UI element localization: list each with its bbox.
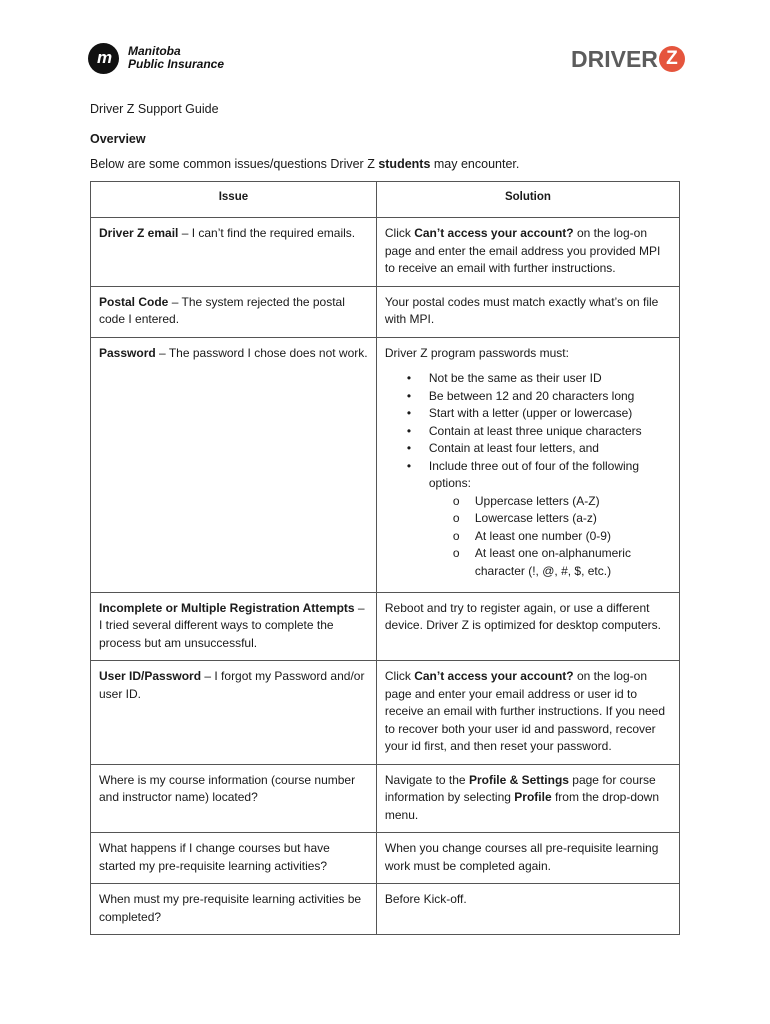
- mpi-logo-text: [128, 45, 224, 71]
- list-item: • Start with a letter (upper or lowercase): [429, 405, 671, 423]
- table-row: [91, 286, 680, 337]
- solution-cell: [376, 218, 679, 287]
- solution-cell: [376, 661, 679, 765]
- issue-cell: What happens if I change courses but have started my pre-requisite learning activities?: [91, 833, 377, 884]
- list-item: • Contain at least four letters, and: [429, 440, 671, 458]
- intro-bold: students: [378, 157, 431, 171]
- issue-text: – I tried several different ways to complete the process but am unsuccessful.: [99, 600, 365, 650]
- solution-pre: Navigate to the: [384, 772, 469, 787]
- solution-cell: [376, 337, 679, 592]
- intro-pre: Below are some common issues/questions Driver Z: [90, 157, 379, 171]
- mpi-logo-line2: Public Insurance: [128, 57, 225, 71]
- mpi-logo-line1: Manitoba: [128, 44, 181, 58]
- issue-cell: [91, 218, 377, 287]
- issue-title: User ID/Password: [99, 669, 202, 683]
- intro-post: may encounter.: [430, 157, 520, 171]
- list-item: • Contain at least three unique characters: [429, 423, 671, 441]
- solution-cell: Reboot and try to register again, or use a different device. Driver Z is optimized for desktop computers.: [376, 592, 679, 661]
- solution-bold: Profile & Settings: [468, 772, 569, 787]
- table-row: [91, 884, 680, 935]
- solution-bold: Can’t access your account?: [414, 669, 574, 683]
- driverz-logo-word: DRIVER: [571, 45, 658, 72]
- issue-cell: [91, 337, 377, 592]
- table-row: [91, 218, 680, 287]
- driverz-logo-z-icon: Z: [659, 46, 685, 72]
- list-item: o At least one number (0-9): [475, 528, 671, 546]
- list-item: • Not be the same as their user ID: [429, 370, 671, 388]
- issue-title: Incomplete or Multiple Registration Attempts: [99, 600, 355, 615]
- solution-pre: Click: [384, 226, 415, 240]
- issue-cell: [91, 592, 377, 661]
- solution-bold: Can’t access your account?: [414, 226, 574, 240]
- document-title: Driver Z Support Guide: [90, 102, 219, 116]
- list-item: o Uppercase letters (A-Z): [475, 493, 671, 511]
- column-header-solution: Solution: [376, 182, 679, 218]
- issue-title: Postal Code: [99, 294, 169, 309]
- issue-title: Password: [99, 345, 156, 360]
- solution-cell: Your postal codes must match exactly what’s on file with MPI.: [376, 286, 679, 337]
- issue-text: – I can’t find the required emails.: [178, 226, 356, 240]
- column-header-issue: Issue: [91, 182, 377, 218]
- solution-post: on the log-on page and enter the email address you provided MPI to receive an email with further instructions.: [384, 226, 661, 275]
- issue-cell: When must my pre-requisite learning activities be completed?: [91, 884, 377, 935]
- issue-text: – The system rejected the postal code I entered.: [99, 294, 345, 326]
- solution-cell: Before Kick-off.: [376, 884, 679, 935]
- solution-post: on the log-on page and enter your email address or user id to receive an email with further instructions. If you need to recover both your user id and password, recover your id first, and then reset your password.: [384, 669, 666, 753]
- issue-text: – I forgot my Password and/or user ID.: [99, 669, 365, 701]
- driverz-logo: [571, 45, 685, 73]
- issue-cell: [91, 661, 377, 765]
- support-table: [90, 181, 680, 935]
- mpi-logo-icon: m: [88, 43, 119, 74]
- issue-title: Driver Z email: [99, 226, 179, 240]
- table-row: [91, 764, 680, 833]
- issue-cell: Where is my course information (course number and instructor name) located?: [91, 764, 377, 833]
- list-item: o Lowercase letters (a-z): [475, 510, 671, 528]
- list-item: • Be between 12 and 20 characters long: [429, 388, 671, 406]
- solution-mid: page for course information by selecting: [384, 772, 656, 804]
- solution-cell: When you change courses all pre-requisite learning work must be completed again.: [376, 833, 679, 884]
- table-row: [91, 833, 680, 884]
- list-item: [429, 458, 671, 581]
- solution-cell: [376, 764, 679, 833]
- solution-bold-2: Profile: [514, 790, 552, 804]
- issue-text: – The password I chose does not work.: [155, 345, 368, 360]
- password-rules-list: [385, 370, 671, 580]
- table-row: [91, 592, 680, 661]
- list-item: o At least one on-alphanumeric character (!, @, #, $, etc.): [475, 545, 671, 580]
- issue-cell: [91, 286, 377, 337]
- table-header-row: [91, 182, 680, 218]
- password-rules-intro: Driver Z program passwords must:: [384, 345, 569, 360]
- section-heading: Overview: [90, 132, 146, 146]
- password-options-list: [429, 493, 671, 581]
- solution-post: from the drop-down menu.: [384, 790, 660, 822]
- list-item-text: Include three out of four of the following options:: [428, 458, 640, 490]
- table-row: [91, 661, 680, 765]
- solution-pre: Click: [384, 669, 415, 683]
- table-row: [91, 337, 680, 592]
- mpi-logo: [88, 42, 224, 74]
- intro-paragraph: [90, 157, 519, 171]
